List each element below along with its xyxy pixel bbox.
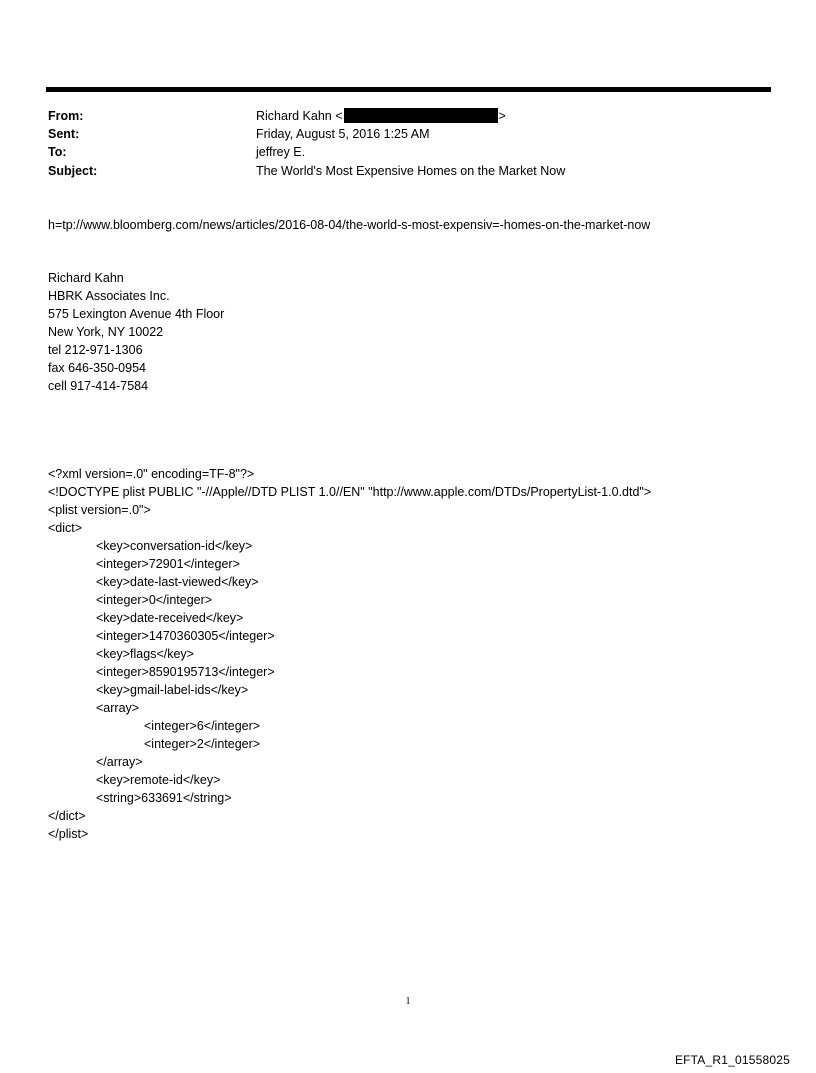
xml-line: </array> (96, 755, 143, 769)
signature-block (48, 269, 224, 395)
page-number: 1 (405, 996, 411, 1007)
xml-line: <integer>8590195713</integer> (96, 665, 275, 679)
plist-xml-block (48, 465, 651, 843)
signature-cell: cell 917-414-7584 (48, 379, 149, 393)
xml-line: <key>date-last-viewed</key> (96, 575, 259, 589)
xml-line: <integer>2</integer> (144, 737, 261, 751)
xml-line: </dict> (48, 809, 86, 823)
signature-name: Richard Kahn (48, 271, 124, 285)
xml-line: <key>flags</key> (96, 647, 194, 661)
article-link[interactable]: h=tp://www.bloomberg.com/news/articles/2016-08-04/the-world-s-most-expensiv=-homes-on-the-market-now (48, 218, 651, 232)
subject-value: The World's Most Expensive Homes on the Market Now (256, 164, 566, 178)
xml-line: <array> (96, 701, 140, 715)
to-value: jeffrey E. (256, 145, 306, 159)
header-rule (46, 87, 771, 92)
xml-line: <integer>0</integer> (96, 593, 213, 607)
redacted-email-block (344, 108, 498, 123)
xml-line: <integer>1470360305</integer> (96, 629, 275, 643)
subject-label: Subject: (48, 164, 98, 178)
xml-line: <!DOCTYPE plist PUBLIC "-//Apple//DTD PLIST 1.0//EN" "http://www.apple.com/DTDs/PropertyList-1.0.dtd"> (48, 485, 652, 499)
from-suffix: > (498, 109, 506, 123)
from-value (256, 107, 506, 125)
signature-address1: 575 Lexington Avenue 4th Floor (48, 307, 225, 321)
from-name: Richard Kahn < (256, 109, 343, 123)
xml-line: <integer>6</integer> (144, 719, 261, 733)
to-label: To: (48, 145, 67, 159)
signature-company: HBRK Associates Inc. (48, 289, 170, 303)
xml-line: <integer>72901</integer> (96, 557, 240, 571)
sent-value: Friday, August 5, 2016 1:25 AM (256, 127, 430, 141)
signature-fax: fax 646-350-0954 (48, 361, 146, 375)
signature-tel: tel 212-971-1306 (48, 343, 143, 357)
xml-line: <key>remote-id</key> (96, 773, 221, 787)
xml-line: <dict> (48, 521, 83, 535)
signature-address2: New York, NY 10022 (48, 325, 164, 339)
xml-line: <string>633691</string> (96, 791, 232, 805)
xml-line: <key>date-received</key> (96, 611, 244, 625)
document-id: EFTA_R1_01558025 (674, 1053, 790, 1067)
xml-line: <key>conversation-id</key> (96, 539, 253, 553)
from-label: From: (48, 109, 84, 123)
sent-label: Sent: (48, 127, 80, 141)
xml-line: <key>gmail-label-ids</key> (96, 683, 249, 697)
xml-line: <plist version=.0"> (48, 503, 151, 517)
xml-line: </plist> (48, 827, 89, 841)
xml-line: <?xml version=.0" encoding=TF-8"?> (48, 467, 255, 481)
